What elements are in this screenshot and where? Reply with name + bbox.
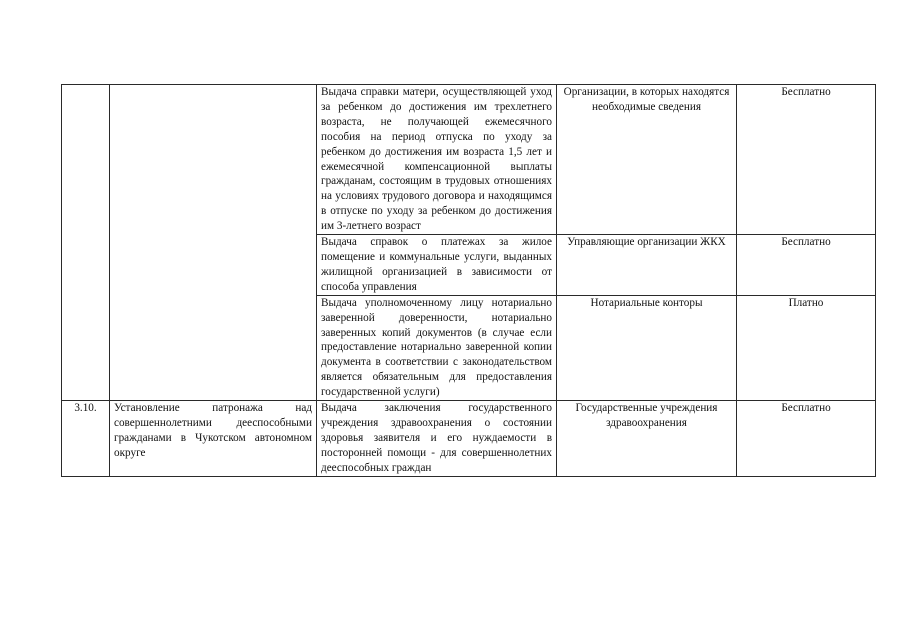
service-name-cell bbox=[110, 85, 317, 401]
organization-cell: Государственные учреждения здравоохранения bbox=[557, 401, 737, 477]
row-number-cell: 3.10. bbox=[62, 401, 110, 477]
organization-cell: Управляющие организации ЖКХ bbox=[557, 235, 737, 296]
payment-cell: Платно bbox=[737, 295, 876, 400]
document-cell: Выдача уполномоченному лицу нотариально заверенной доверенности, нотариально заверенных копий документов (в случае если предоставление нотариально заверенной копии документа в соответствии с законодательством является обязательным для предоставления государственной услуги) bbox=[317, 295, 557, 400]
organization-cell: Организации, в которых находятся необходимые сведения bbox=[557, 85, 737, 235]
document-cell: Выдача справок о платежах за жилое помещение и коммунальные услуги, выданных жилищной организацией в зависимости от способа управления bbox=[317, 235, 557, 296]
organization-cell: Нотариальные конторы bbox=[557, 295, 737, 400]
table-row bbox=[62, 85, 876, 235]
service-name-cell: Установление патронажа над совершеннолетними дееспособными гражданами в Чукотском автономном округе bbox=[110, 401, 317, 477]
table-row bbox=[62, 401, 876, 477]
payment-cell: Бесплатно bbox=[737, 235, 876, 296]
document-cell: Выдача справки матери, осуществляющей уход за ребенком до достижения им трехлетнего возраста, не получающей ежемесячного пособия на период отпуска по уходу за ребенком до достижения им возраста 1,5 лет и ежемесячной компенсационной выплаты гражданам, состоящим в трудовых отношениях на условиях трудового договора и находящимся в отпуске по уходу за ребенком до достижения им 3-летнего возраст bbox=[317, 85, 557, 235]
row-number-cell bbox=[62, 85, 110, 401]
payment-cell: Бесплатно bbox=[737, 401, 876, 477]
payment-cell: Бесплатно bbox=[737, 85, 876, 235]
document-cell: Выдача заключения государственного учреждения здравоохранения о состоянии здоровья заявителя и его нуждаемости в посторонней помощи - для совершеннолетних дееспособных граждан bbox=[317, 401, 557, 477]
services-table bbox=[61, 84, 876, 477]
